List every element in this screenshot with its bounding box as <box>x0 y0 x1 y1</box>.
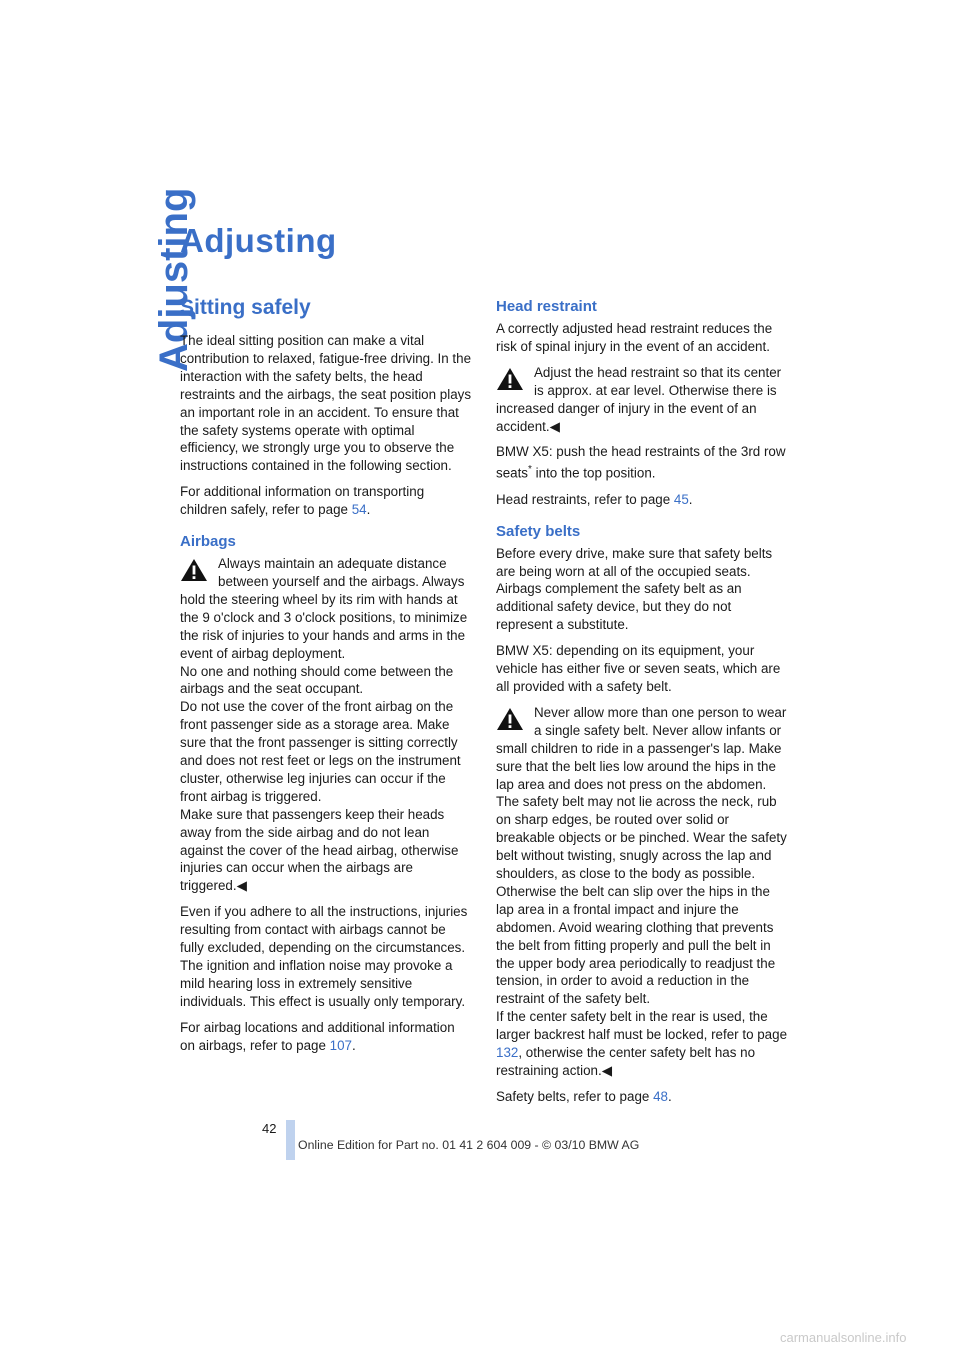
sitting-intro: The ideal sitting position can make a vital contribution to relaxed, fatigue-free driving. In the interaction with the safety belts, the head restraints and the airbags, the seat position plays an important role in an accident. To ensure that the safety systems operate with optimal efficiency, we strongly urge you to observe the instructions contained in the following section. <box>180 333 472 474</box>
page-link-54[interactable]: 54 <box>351 502 367 518</box>
belts-warning-text-1: Never allow more than one person to wear a single safety belt. Never allow infants or small children to ride in a passenger's lap. Make sure that the belt lies low around the hips in the lap area and does not press on the abdomen. The safety belt may not lie across the neck, rub on sharp edges, be routed over solid or breakable objects or be pinched. Wear the safety belt without twisting, snugly across the lap and shoulders, as close to the body as possible. Otherwise the belt can slip over the hips in the lap area in a frontal impact and injure the abdomen. Avoid wearing clothing that prevents the belt from fitting properly and pull the belt in the upper body area periodically to readjust the tension, in order to avoid a reduction in the restraint of the safety belt. <box>496 704 787 1007</box>
warning-triangle-icon <box>496 367 524 391</box>
subsection-title-safety-belts: Safety belts <box>496 522 581 540</box>
airbags-warning-text-4: Make sure that passengers keep their heads away from the side airbag and do not lean against the cover of the head airbag, otherwise injuries can occur when the airbags are triggered.◀ <box>180 806 459 894</box>
airbags-warning-text-2: No one and nothing should come between the airbags and the seat occupant. <box>180 663 454 697</box>
right-column <box>496 296 789 1114</box>
airbags-warning <box>180 555 473 895</box>
airbags-paragraph-1: Even if you adhere to all the instructions, injuries resulting from contact with airbags cannot be fully excluded, depending on the circumstances. The ignition and inflation noise may provoke a mild hearing loss in extremely sensitive individuals. This effect is usually only temporary. <box>180 904 468 1009</box>
page-link-48[interactable]: 48 <box>653 1088 668 1104</box>
safety-belts-warning <box>496 704 789 1080</box>
head-paragraph-1: A correctly adjusted head restraint reduces the risk of spinal injury in the event of an accident. <box>496 321 773 354</box>
head-paragraph-2: BMW X5: push the head restraints of the 3rd row seats* into the top position. <box>496 444 786 481</box>
warning-triangle-icon <box>496 707 524 731</box>
page-link-107[interactable]: 107 <box>329 1037 352 1053</box>
subsection-title-airbags: Airbags <box>180 533 236 551</box>
belts-paragraph-1: Before every drive, make sure that safety belts are being worn at all of the occupied seats. Airbags complement the safety belt as an additional safety device, but they do not represent a substitute. <box>496 545 773 633</box>
footer-accent-bar <box>286 1120 295 1160</box>
page-link-132[interactable]: 132 <box>496 1045 519 1061</box>
belts-reference: Safety belts, refer to page 48. <box>496 1088 672 1104</box>
side-tab-label: Adjusting <box>152 187 196 372</box>
airbags-reference: For airbag locations and additional information on airbags, refer to page 107. <box>180 1019 455 1053</box>
chapter-title: Adjusting <box>180 222 337 259</box>
page-link-45[interactable]: 45 <box>673 491 689 507</box>
head-restraint-warning <box>496 364 789 436</box>
airbags-warning-text-3: Do not use the cover of the front airbag on the front passenger side as a storage area. Make sure that the front passenger is sitting correctly and does not rest feet or legs on the instrument cluster, otherwise leg injuries can occur if the front airbag is triggered. <box>180 699 461 804</box>
belts-paragraph-2: BMW X5: depending on its equipment, your vehicle has either five or seven seats, which are all provided with a safety belt. <box>496 643 781 694</box>
watermark: carmanualsonline.info <box>780 1330 907 1345</box>
belts-warning-text-2: If the center safety belt in the rear is used, the larger backrest half must be locked, refer to page 132, otherwise the center safety belt has no restraining action.◀ <box>496 1009 788 1078</box>
warning-triangle-icon <box>180 558 208 582</box>
footer-edition-text: Online Edition for Part no. 01 41 2 604 009 - © 03/10 BMW AG <box>298 1138 640 1152</box>
page-number: 42 <box>262 1121 277 1136</box>
optional-equipment-star: * <box>528 464 532 476</box>
subsection-title-head-restraint: Head restraint <box>496 298 597 315</box>
children-reference: For additional information on transporting children safely, refer to page 54. <box>180 484 425 518</box>
left-column <box>180 296 473 1063</box>
head-reference: Head restraints, refer to page 45. <box>496 491 693 507</box>
airbags-warning-text-1: Always maintain an adequate distance between yourself and the airbags. Always hold the steering wheel by its rim with hands at the 9 o'clock and 3 o'clock positions, to minimize the risk of injuries to your hands and arms in the event of airbag deployment. <box>180 556 468 661</box>
section-title-sitting-safely: Sitting safely <box>180 296 311 319</box>
head-warning-text: Adjust the head restraint so that its center is approx. at ear level. Otherwise there is increased danger of injury in the event of an accident.◀ <box>496 364 782 434</box>
side-tab <box>104 187 196 380</box>
